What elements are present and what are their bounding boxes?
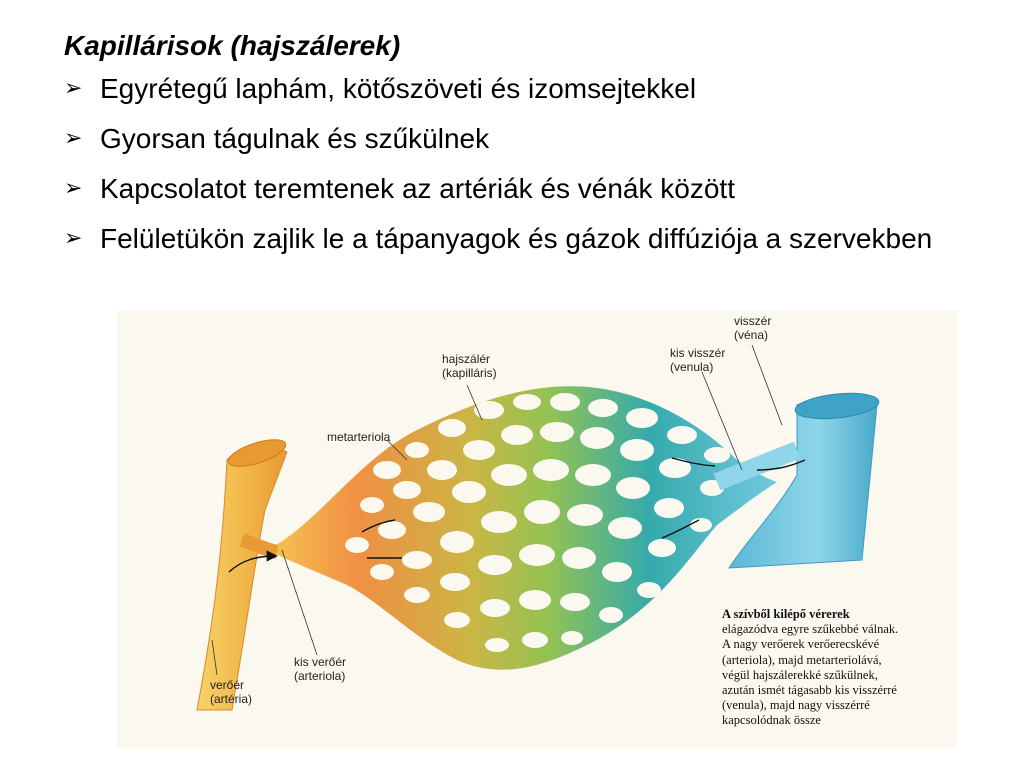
bullet-item — [64, 172, 964, 206]
capillary-label — [442, 352, 497, 380]
venule-label — [670, 346, 725, 374]
caption-line: kapcsolódnak össze — [722, 713, 821, 728]
vein-label-line: visszér — [734, 314, 772, 328]
artery-label — [210, 678, 252, 706]
bullet-item — [64, 222, 964, 256]
caption-line: (venula), majd nagy visszérré — [722, 698, 870, 713]
caption-line: azután ismét tágasabb kis visszérré — [722, 683, 897, 698]
arrow-bullet-icon: ➢ — [64, 76, 83, 101]
capillary-label-line: hajszálér — [442, 352, 491, 366]
caption-line: (arteriola), majd metarteriolává, — [722, 652, 882, 667]
bullet-text: Felületükön zajlik le a tápanyagok és gázok diffúziója a szervekben — [100, 223, 933, 254]
capillary-network-illustration — [117, 310, 957, 748]
caption-line: elágazódva egyre szűkebbé válnak. — [722, 622, 899, 637]
metarteriole-label: metarteriola — [327, 430, 391, 444]
bullet-text: Gyorsan tágulnak és szűkülnek — [100, 123, 490, 154]
bullet-list — [64, 72, 964, 256]
bullet-item — [64, 72, 964, 106]
artery-label-line: (artéria) — [210, 692, 253, 706]
venule-label-line: (venula) — [670, 360, 714, 374]
arteriole-label-line: (arteriola) — [294, 669, 346, 683]
caption-line: végül hajszálerekké szűkülnek, — [722, 667, 878, 682]
arrow-bullet-icon: ➢ — [64, 126, 83, 151]
caption-line: A nagy verőerek verőerecskévé — [722, 637, 880, 652]
slide-text — [64, 26, 964, 272]
caption-title: A szívből kilépő vérerek — [722, 607, 850, 621]
vein-label-line: (véna) — [734, 328, 769, 342]
artery-vessel — [197, 446, 287, 710]
bullet-text: Egyrétegű laphám, kötőszöveti és izomsejtekkel — [100, 73, 697, 104]
arteriole-label — [294, 655, 346, 683]
bullet-text: Kapcsolatot teremtenek az artériák és vénák között — [100, 173, 735, 204]
arrow-bullet-icon: ➢ — [64, 226, 83, 251]
bullet-item — [64, 122, 964, 156]
venule-label-line: kis visszér — [670, 346, 726, 360]
artery-label-line: verőér — [210, 678, 245, 692]
vein-label — [734, 314, 771, 342]
arrow-bullet-icon: ➢ — [64, 176, 83, 201]
figure-caption — [722, 607, 947, 729]
capillary-label-line: (kapilláris) — [442, 366, 497, 380]
slide-heading: Kapillárisok (hajszálerek) — [64, 30, 401, 61]
arteriole-label-line: kis verőér — [294, 655, 347, 669]
